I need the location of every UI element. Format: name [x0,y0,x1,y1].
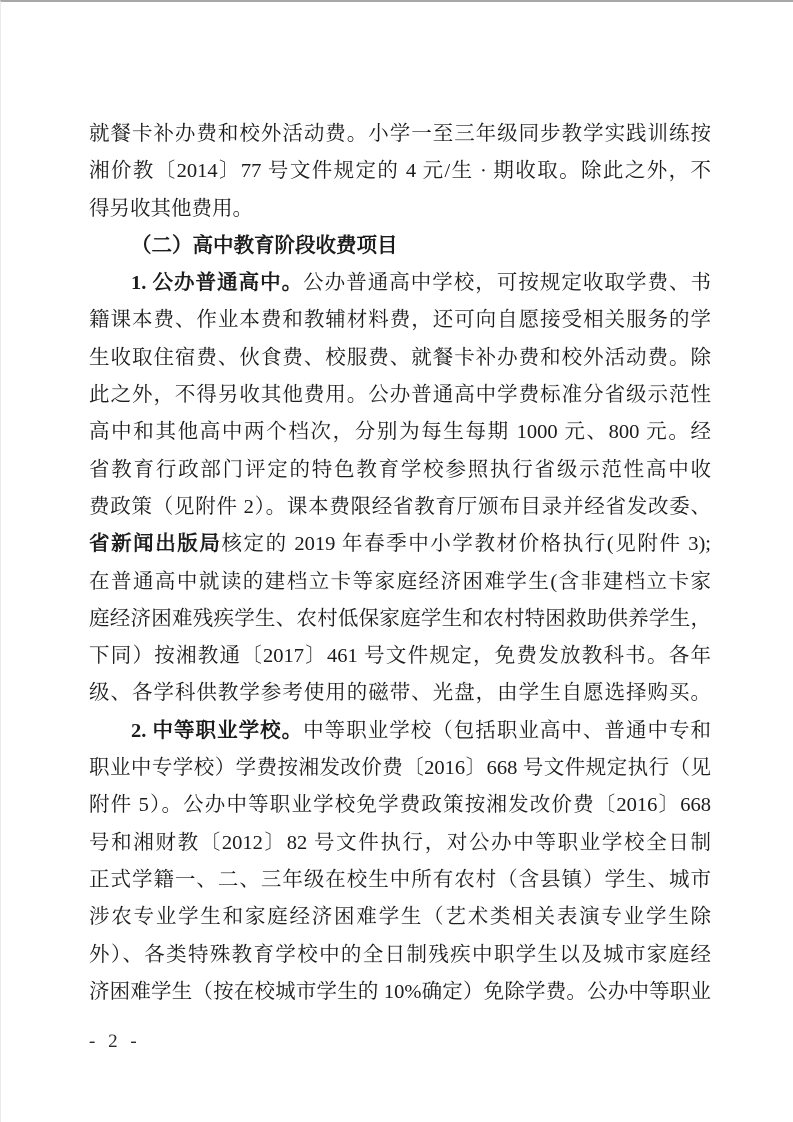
document-text [89,116,711,1011]
text-line [89,564,711,601]
text-segment: 公办普通高中学校，可按规定收取学费、书 [303,272,712,295]
text-segment: 就餐卡补办费和校外活动费。小学一至三年级同步教学实践训练按 [89,123,711,145]
text-line [89,489,711,526]
page-number: - 2 - [89,1031,141,1052]
bold-text-segment: （二）高中教育阶段收费项目 [131,234,398,257]
text-line [89,302,711,339]
text-line [89,974,711,1011]
text-line [89,228,711,265]
text-line [89,340,711,377]
text-line [89,937,711,974]
text-line [89,191,711,228]
text-segment: 籍课本费、作业本费和教辅材料费，还可向自愿接受相关服务的学 [89,309,711,332]
text-line [89,452,711,489]
text-segment: 高中和其他高中两个档次，分别为每生每期 1000 元、800 元。经 [89,421,711,444]
text-line [89,116,711,153]
text-segment: 费政策（见附件 2）。课本费限经省教育厅颁布目录并经省发改委、 [89,495,711,518]
bold-text-segment: 2. 中等职业学校。 [131,719,304,742]
text-line [89,862,711,899]
text-segment: 生收取住宿费、伙食费、校服费、就餐卡补办费和校外活动费。除 [89,346,711,369]
text-line [89,750,711,787]
text-segment: 湘价教〔2014〕77 号文件规定的 4 元/生 · 期收取。除此之外，不 [89,160,711,183]
text-segment: 得另收其他费用。 [89,197,253,220]
text-segment: 号和湘财教〔2012〕82 号文件执行，对公办中等职业学校全日制 [89,831,711,854]
text-line [89,265,711,302]
text-segment: 涉农专业学生和家庭经济困难学生（艺术类相关表演专业学生除 [89,906,711,929]
text-line [89,675,711,712]
text-segment: 外）、各类特殊教育学校中的全日制残疾中职学生以及城市家庭经 [89,943,711,966]
bold-text-segment: 1. 公办普通高中。 [131,272,304,295]
text-line [89,638,711,675]
text-segment: 中等职业学校（包括职业高中、普通中专和 [303,719,712,742]
text-segment: 在普通高中就读的建档立卡等家庭经济困难学生(含非建档立卡家 [89,570,711,593]
text-line [89,526,711,563]
text-segment: 附件 5）。公办中等职业学校免学费政策按湘发改价费〔2016〕668 [89,794,711,817]
text-segment: 核定的 2019 年春季中小学教材价格执行(见附件 3); [221,533,711,556]
text-segment: 省教育行政部门评定的特色教育学校参照执行省级示范性高中收 [89,458,711,481]
bold-text-segment: 省新闻出版局 [89,533,222,556]
text-segment: 职业中专学校）学费按湘发改价费〔2016〕668 号文件规定执行（见 [89,757,711,780]
text-line [89,153,711,190]
text-segment: 正式学籍一、二、三年级在校生中所有农村（含县镇）学生、城市 [89,868,711,891]
text-segment: 济困难学生（按在校城市学生的 10%确定）免除学费。公办中等职业 [89,980,711,1003]
text-line [89,414,711,451]
text-segment: 级、各学科供教学参考使用的磁带、光盘，由学生自愿选择购买。 [89,682,711,705]
text-segment: 此之外，不得另收其他费用。公办普通高中学费标准分省级示范性 [89,384,711,407]
text-line [89,601,711,638]
text-line [89,377,711,414]
text-line [89,787,711,824]
text-segment: 庭经济困难残疾学生、农村低保家庭学生和农村特困救助供养学生， [89,607,711,630]
text-line [89,899,711,936]
text-line [89,825,711,862]
text-segment: 下同）按湘教通〔2017〕461 号文件规定，免费发放教科书。各年 [89,645,711,668]
text-line [89,713,711,750]
